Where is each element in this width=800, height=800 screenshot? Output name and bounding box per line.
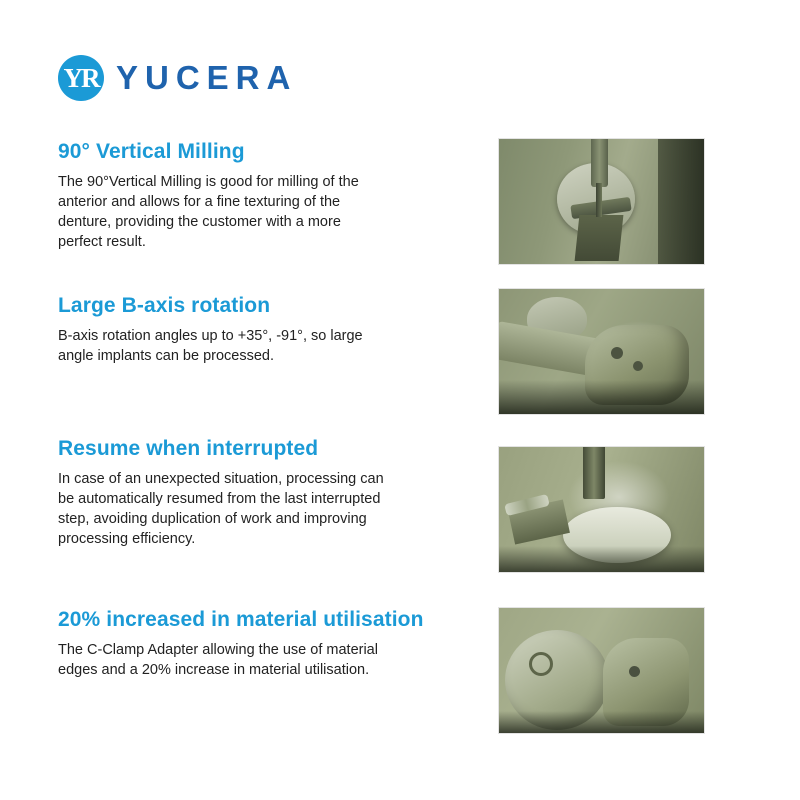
- feature-text: [58, 437, 478, 549]
- resume-when-interrupted-photo: [498, 446, 705, 573]
- feature-title: Large B-axis rotation: [58, 294, 271, 317]
- feature-block-vertical-milling: [58, 140, 748, 252]
- vertical-milling-photo: [498, 138, 705, 265]
- feature-title: 90° Vertical Milling: [58, 140, 245, 163]
- feature-block-resume-when-interrupted: [58, 437, 748, 549]
- b-axis-rotation-photo: [498, 288, 705, 415]
- brand-logo: [58, 55, 297, 101]
- photo-scene: [499, 289, 704, 414]
- photo-scene: [499, 139, 704, 264]
- photo-hole-shape: [611, 347, 623, 359]
- feature-block-b-axis-rotation: [58, 294, 748, 366]
- photo-arm-base-shape: [575, 215, 624, 261]
- feature-body: The C-Clamp Adapter allowing the use of material edges and a 20% increase in material utilisation.: [58, 642, 378, 679]
- logo-monogram: YR: [63, 62, 99, 93]
- photo-spindle-shape: [591, 138, 608, 187]
- brand-wordmark: YUCERA: [116, 59, 298, 96]
- feature-text: [58, 294, 478, 366]
- feature-title: 20% increased in material utilisation: [58, 608, 424, 631]
- feature-block-material-utilisation: [58, 608, 748, 680]
- photo-hole-shape: [633, 361, 643, 371]
- photo-notch-shape: [529, 652, 553, 676]
- photo-spindle-shape: [583, 446, 605, 499]
- material-utilisation-photo: [498, 607, 705, 734]
- photo-bottom-shadow: [499, 380, 704, 414]
- feature-title: Resume when interrupted: [58, 437, 319, 460]
- photo-bottom-shadow: [499, 546, 704, 572]
- feature-body: B-axis rotation angles up to +35°, -91°, so large angle implants can be processed.: [58, 328, 363, 365]
- photo-edge-shadow: [658, 139, 704, 264]
- photo-scene: [499, 608, 704, 733]
- feature-text: [58, 608, 528, 680]
- feature-text: [58, 140, 478, 252]
- feature-body: In case of an unexpected situation, processing can be automatically resumed from the last interrupted step, avoiding duplication of work and improving processing efficiency.: [58, 471, 384, 548]
- photo-scene: [499, 447, 704, 572]
- feature-body: The 90°Vertical Milling is good for milling of the anterior and allows for a fine texturing of the denture, providing the customer with a more perfect result.: [58, 174, 359, 251]
- photo-bottom-shadow: [499, 711, 704, 733]
- yucera-logo-icon: [58, 55, 104, 101]
- photo-tool-shape: [596, 183, 602, 217]
- photo-hole-shape: [629, 666, 640, 677]
